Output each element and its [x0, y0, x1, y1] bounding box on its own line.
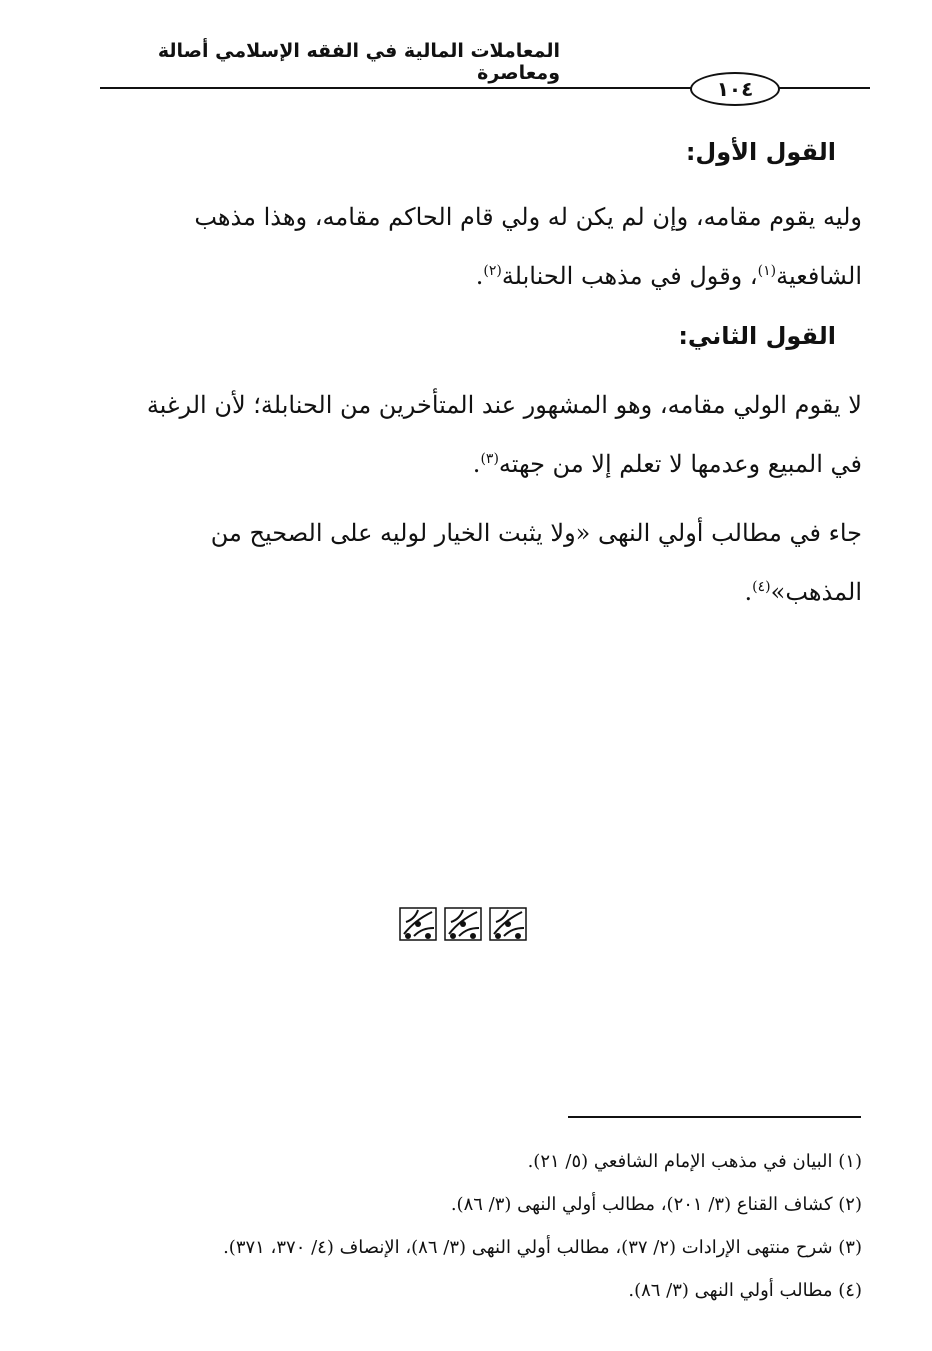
paragraph-line	[98, 563, 862, 622]
text-run: المذهب»	[770, 578, 862, 606]
footnote-separator	[568, 1116, 861, 1118]
heading-first-opinion: القول الأول:	[685, 138, 836, 166]
footnote-ref[interactable]: (٢)	[483, 263, 502, 279]
text-run: .	[472, 450, 481, 478]
running-title: المعاملات المالية في الفقه الإسلامي أصالة ومعاصرة	[157, 40, 560, 84]
paragraph-line: وليه يقوم مقامه، وإن لم يكن له ولي قام الحاكم مقامه، وهذا مذهب	[194, 203, 862, 231]
text-run: .	[744, 578, 753, 606]
paragraph-line: جاء في مطالب أولي النهى «ولا يثبت الخيار لوليه على الصحيح من	[210, 519, 862, 547]
footnote-ref[interactable]: (١)	[757, 263, 777, 279]
floral-ornament-icon	[490, 908, 526, 940]
text-run: ، وقول في مذهب الحنابلة	[501, 262, 758, 290]
footnote-3: (٣) شرح منتهى الإرادات (٢/ ٣٧)، مطالب أولي النهى (٣/ ٨٦)، الإنصاف (٤/ ٣٧٠، ٣٧١).	[223, 1237, 862, 1258]
floral-ornament-icon	[445, 908, 481, 940]
paragraph-quote	[98, 504, 862, 622]
text-run: في المبيع وعدمها لا تعلم إلا من جهته	[498, 450, 862, 478]
paragraph-line	[98, 247, 862, 306]
footnote-4: (٤) مطالب أولي النهى (٣/ ٨٦).	[628, 1280, 862, 1301]
text-run: الشافعية	[776, 262, 862, 290]
paragraph-line: لا يقوم الولي مقامه، وهو المشهور عند المتأخرين من الحنابلة؛ لأن الرغبة	[146, 391, 862, 419]
floral-ornament-icon	[400, 908, 436, 940]
paragraph-second-opinion	[98, 376, 862, 494]
footnote-1: (١) البيان في مذهب الإمام الشافعي (٥/ ٢١).	[527, 1151, 862, 1172]
page-number: ١٠٤	[690, 72, 780, 106]
footnote-2: (٢) كشاف القناع (٣/ ٢٠١)، مطالب أولي النهى (٣/ ٨٦).	[450, 1194, 862, 1215]
footnotes	[82, 1140, 862, 1312]
footnote-ref[interactable]: (٤)	[752, 579, 771, 595]
section-end-ornament	[398, 904, 528, 944]
paragraph-line	[98, 435, 862, 494]
paragraph-first-opinion	[98, 188, 862, 306]
heading-second-opinion: القول الثاني:	[678, 322, 836, 350]
text-run: .	[475, 262, 484, 290]
footnote-ref[interactable]: (٣)	[480, 451, 499, 467]
